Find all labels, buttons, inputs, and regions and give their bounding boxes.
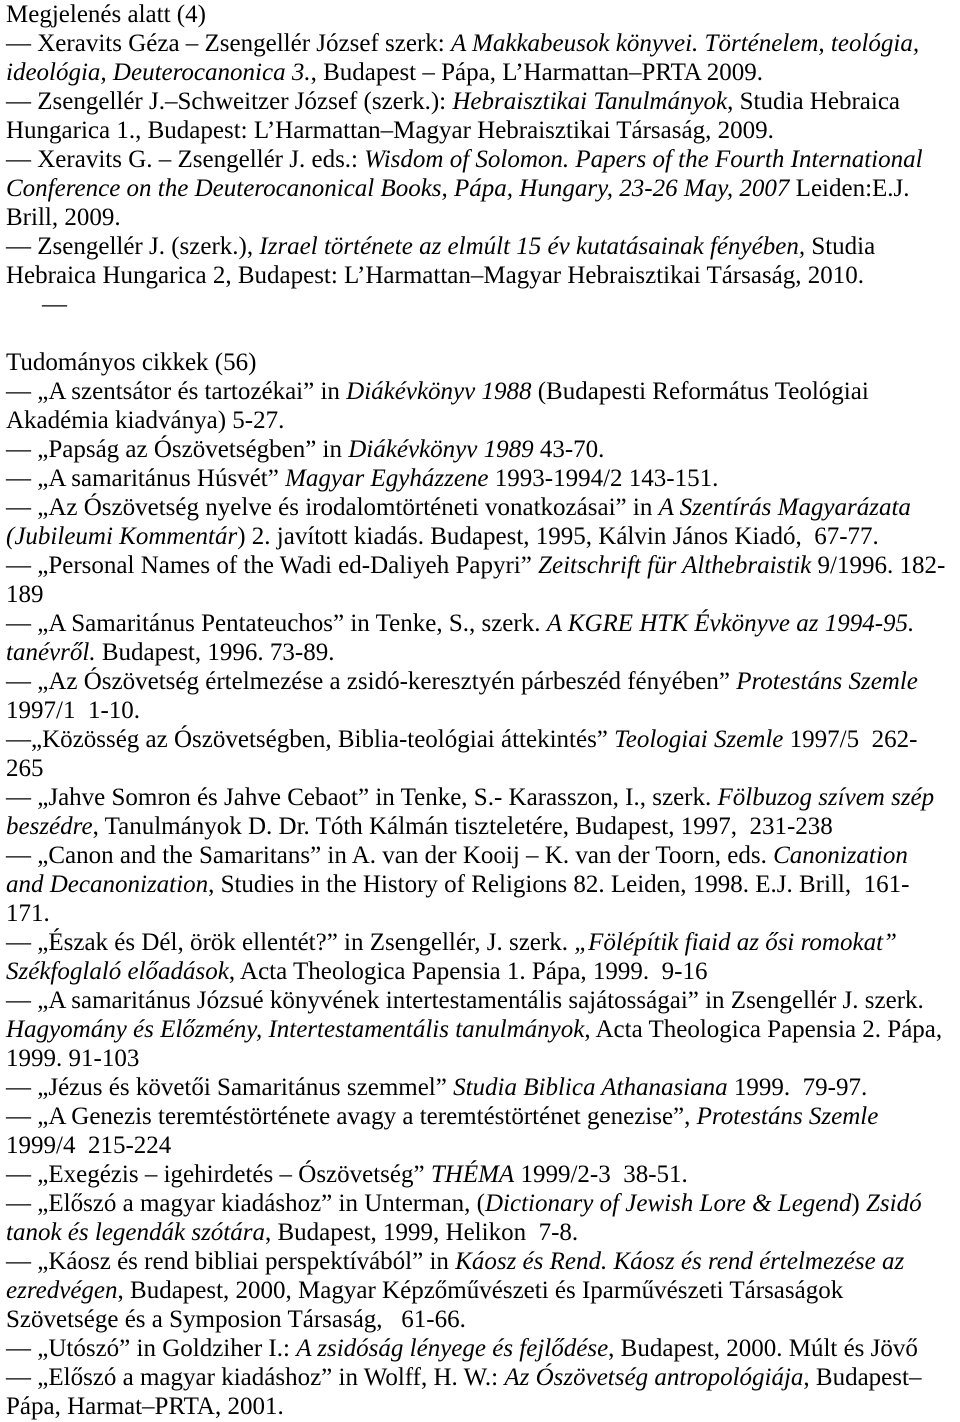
italic-title-text: A KGRE HTK Évkönyve az 1994-95. — [546, 610, 915, 637]
bibliography-line — [6, 783, 960, 812]
citation-text: — „Utószó” in Goldziher I.: — [6, 1335, 297, 1362]
bibliography-line — [6, 406, 960, 435]
italic-title-text: Zeitschrift für Althebraistik — [538, 552, 812, 579]
citation-text: 171. — [6, 900, 50, 927]
citation-text: Studia — [805, 233, 876, 260]
bibliography-line — [6, 232, 960, 261]
section-heading-forthcoming: Megjelenés alatt (4) — [6, 1, 206, 28]
italic-title-text: tanévről. — [6, 639, 96, 666]
citation-text: Szövetsége és a Symposion Társaság, 61-66. — [6, 1306, 466, 1333]
bibliography-line — [6, 1131, 960, 1160]
citation-text: 1999/4 215-224 — [6, 1132, 172, 1159]
citation-text: Akadémia kiadványa) 5-27. — [6, 407, 285, 434]
citation-text: , Budapest– — [803, 1364, 922, 1391]
bibliography-line — [6, 58, 960, 87]
bibliography-line — [6, 1305, 960, 1334]
italic-title-text: Hebraisztikai Tanulmányok — [452, 88, 728, 115]
bibliography-line — [6, 667, 960, 696]
citation-text: 1999. 91-103 — [6, 1045, 140, 1072]
bibliography-line — [6, 1160, 960, 1189]
citation-text: — „Az Ószövetség nyelve és irodalomtörténeti vonatkozásai” in — [6, 494, 659, 521]
bibliography-line — [6, 841, 960, 870]
citation-text: , Acta Theologica Papensia 2. Pápa, — [584, 1016, 943, 1043]
bibliography-line — [6, 435, 960, 464]
scientific-article-list — [6, 377, 960, 1421]
citation-text: , Budapest – Pápa, L’Harmattan–PRTA 2009. — [310, 59, 764, 86]
bibliography-line — [6, 174, 960, 203]
citation-text: Leiden:E.J. — [789, 175, 910, 202]
citation-text: — „Papság az Ószövetségben” in — [6, 436, 349, 463]
bibliography-line — [6, 29, 960, 58]
bibliography-line — [6, 261, 960, 290]
bibliography-line — [6, 870, 960, 899]
citation-text: — „Káosz és rend bibliai perspektívából” in — [6, 1248, 456, 1275]
italic-title-text: Zsidó — [865, 1190, 922, 1217]
citation-text: 1999/2-3 38-51. — [514, 1161, 688, 1188]
citation-text: , Studies in the History of Religions 82. Leiden, 1998. E.J. Brill, 161- — [208, 871, 910, 898]
italic-title-text: Fölbuzog szívem szép — [717, 784, 935, 811]
citation-text: — „Előszó a magyar kiadáshoz” in Wolff, H. W.: — [6, 1364, 505, 1391]
citation-text: — Zsengellér J. (szerk.), — [6, 233, 260, 260]
italic-title-text: Studia Biblica Athanasiana — [453, 1074, 728, 1101]
italic-title-text: Az Ószövetség antropológiája — [504, 1364, 804, 1391]
bibliography-line — [6, 928, 960, 957]
bibliography-line — [6, 1363, 960, 1392]
citation-text: (Budapesti Református Teológiai — [531, 378, 869, 405]
bibliography-line — [6, 1015, 960, 1044]
italic-title-text: THÉMA — [430, 1161, 515, 1188]
italic-title-text: and Decanonization — [6, 871, 209, 898]
citation-text: — „Exegézis – igehirdetés – Ószövetség” — [6, 1161, 431, 1188]
citation-text: — „Personal Names of the Wadi ed-Daliyeh Papyri” — [6, 552, 539, 579]
italic-title-text: ezredvégen — [6, 1277, 118, 1304]
citation-text: — „A Genezis teremtéstörténete avagy a teremtéstörténet genezise”, — [6, 1103, 697, 1130]
citation-text: — „Észak és Dél, örök ellentét?” in Zsengellér, J. szerk. — [6, 929, 575, 956]
blank-line — [6, 319, 960, 348]
italic-title-text: Canonization — [773, 842, 908, 869]
citation-text: — Zsengellér J.–Schweitzer József (szerk.): — [6, 88, 453, 115]
italic-title-text: A zsidóság lényege és fejlődése — [296, 1335, 609, 1362]
citation-text: 189 — [6, 581, 44, 608]
italic-title-text: Székfoglaló előadások — [6, 958, 229, 985]
bibliography-line — [6, 609, 960, 638]
bibliography-line — [6, 1392, 960, 1421]
citation-text: 9/1996. 182- — [811, 552, 946, 579]
bibliography-line — [6, 522, 960, 551]
italic-title-text: Izrael története az elmúlt 15 év kutatásainak fényében, — [259, 233, 806, 260]
citation-text: 1997/1 1-10. — [6, 697, 141, 724]
bibliography-line — [6, 580, 960, 609]
bibliography-line — [6, 1334, 960, 1363]
citation-text: 43-70. — [533, 436, 605, 463]
bibliography-line — [6, 957, 960, 986]
citation-text: — Xeravits Géza – Zsengellér József szerk: — [6, 30, 451, 57]
bibliography-line — [6, 116, 960, 145]
bibliography-line — [6, 1218, 960, 1247]
italic-title-text: beszédre — [6, 813, 93, 840]
italic-title-text: Protestáns Szemle — [736, 668, 918, 695]
citation-text: ) 2. javított kiadás. Budapest, 1995, Kálvin János Kiadó, 67-77. — [237, 523, 879, 550]
bibliography-line — [6, 899, 960, 928]
bibliography-line — [6, 986, 960, 1015]
bibliography-line — [6, 1073, 960, 1102]
citation-text: 1999. 79-97. — [727, 1074, 868, 1101]
italic-title-text: Káosz és Rend. Káosz és rend értelmezése az — [455, 1248, 905, 1275]
italic-title-text: A Makkabeusok könyvei. Történelem, teológia, — [450, 30, 920, 57]
citation-text: — Xeravits G. – Zsengellér J. eds.: — [6, 146, 365, 173]
italic-title-text: Conference on the Deuterocanonical Books, Pápa, Hungary, 23-26 May, 2007 — [6, 175, 790, 202]
italic-title-text: tanok és legendák szótára — [6, 1219, 265, 1246]
citation-text: Hungarica 1., Budapest: L’Harmattan–Magyar Hebraisztikai Társaság, 2009. — [6, 117, 774, 144]
citation-text: Pápa, Harmat–PRTA, 2001. — [6, 1393, 284, 1420]
bibliography-line — [6, 145, 960, 174]
italic-title-text: Teologiai Szemle — [614, 726, 784, 753]
italic-title-text: Magyar Egyházzene — [285, 465, 489, 492]
citation-text: — „Előszó a magyar kiadáshoz” in Unterman, ( — [6, 1190, 485, 1217]
citation-text: , Budapest, 1999, Helikon 7-8. — [264, 1219, 579, 1246]
citation-text: 1993-1994/2 143-151. — [488, 465, 719, 492]
citation-text: , Budapest, 2000, Magyar Képzőművészeti és Iparművészeti Társaságok — [117, 1277, 844, 1304]
citation-text: — „Canon and the Samaritans” in A. van der Kooij – K. van der Toorn, eds. — [6, 842, 774, 869]
citation-text: 1997/5 262- — [783, 726, 918, 753]
bibliography-line — [6, 1276, 960, 1305]
citation-text: —„Közösség az Ószövetségben, Biblia-teológiai áttekintés” — [6, 726, 615, 753]
section-heading-articles: Tudományos cikkek (56) — [6, 349, 257, 376]
italic-title-text: Dictionary of Jewish Lore & Legend — [485, 1190, 852, 1217]
bibliography-line — [6, 754, 960, 783]
citation-text: Budapest, 1996. 73-89. — [95, 639, 335, 666]
citation-text: — „Jahve Somron és Jahve Cebaot” in Tenke, S.- Karasszon, I., szerk. — [6, 784, 718, 811]
italic-title-text: Protestáns Szemle — [696, 1103, 879, 1130]
italic-title-text: Diákévkönyv 1989 — [348, 436, 534, 463]
italic-title-text: Wisdom of Solomon. Papers of the Fourth International — [364, 146, 923, 173]
italic-title-text: (Jubileumi Kommentár — [6, 523, 238, 550]
citation-text: , Tanulmányok D. Dr. Tóth Kálmán tiszteletére, Budapest, 1997, 231-238 — [92, 813, 833, 840]
italic-title-text: Diákévkönyv 1988 — [346, 378, 532, 405]
bibliography-line — [6, 1247, 960, 1276]
citation-text: , Acta Theologica Papensia 1. Pápa, 1999. 9-16 — [228, 958, 708, 985]
bibliography-line — [6, 493, 960, 522]
citation-text: — „A samaritánus Józsué könyvének intertestamentális sajátosságai” in Zsengellér J. szerk. — [6, 987, 924, 1014]
citation-text: — „A szentsátor és tartozékai” in — [6, 378, 347, 405]
italic-title-text: A Szentírás Magyarázata — [658, 494, 911, 521]
italic-title-text: Hagyomány és Előzmény, Intertestamentális tanulmányok — [6, 1016, 585, 1043]
bibliography-line — [6, 87, 960, 116]
citation-text: — „A samaritánus Húsvét” — [6, 465, 286, 492]
citation-text: — „A Samaritánus Pentateuchos” in Tenke, S., szerk. — [6, 610, 547, 637]
citation-text: 265 — [6, 755, 44, 782]
forthcoming-publication-list — [6, 29, 960, 290]
bibliography-line — [6, 812, 960, 841]
bibliography-line — [6, 1102, 960, 1131]
bibliography-line — [6, 696, 960, 725]
citation-text: ) — [851, 1190, 866, 1217]
bibliography-line — [6, 551, 960, 580]
citation-text: , Studia Hebraica — [727, 88, 901, 115]
citation-text: Hebraica Hungarica 2, Budapest: L’Harmattan–Magyar Hebraisztikai Társaság, 2010. — [6, 262, 865, 289]
bibliography-line — [6, 464, 960, 493]
italic-title-text: „Fölépítik fiaid az ősi romokat” — [574, 929, 897, 956]
bibliography-line — [6, 638, 960, 667]
citation-text: — „Az Ószövetség értelmezése a zsidó-keresztyén párbeszéd fényében” — [6, 668, 737, 695]
bibliography-line — [6, 203, 960, 232]
citation-text: , Budapest, 2000. Múlt és Jövő — [608, 1335, 918, 1362]
bibliography-line — [6, 1044, 960, 1073]
italic-title-text: ideológia, Deuterocanonica 3. — [6, 59, 311, 86]
bibliography-line — [6, 1189, 960, 1218]
citation-text: Brill, 2009. — [6, 204, 121, 231]
bibliography-line — [6, 725, 960, 754]
citation-text: — „Jézus és követői Samaritánus szemmel” — [6, 1074, 454, 1101]
trailing-dash: — — [42, 291, 67, 318]
bibliography-line — [6, 377, 960, 406]
